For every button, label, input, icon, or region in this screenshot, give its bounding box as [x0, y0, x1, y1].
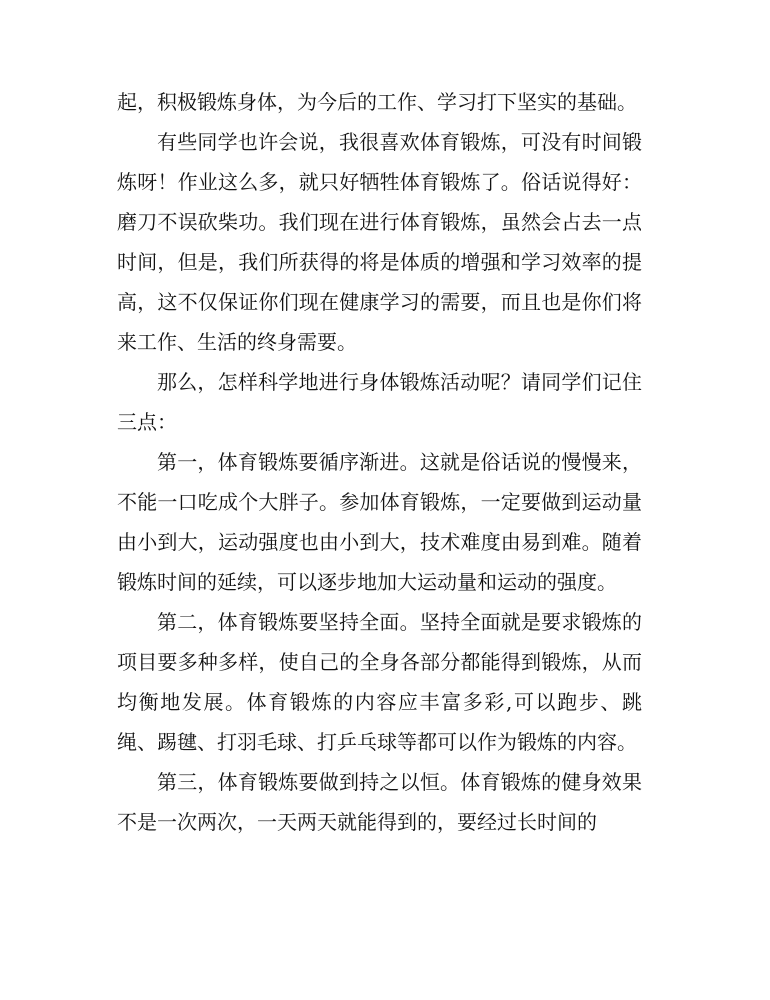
paragraph-point-two: 第二，体育锻炼要坚持全面。坚持全面就是要求锻炼的项目要多种多样，使自己的全身各部分都能得到锻炼，从而均衡地发展。体育锻炼的内容应丰富多彩,可以跑步、跳绳、踢毽、打羽毛球、打乒乓球等都可以作为锻炼的内容。 [117, 610, 642, 754]
document-body [117, 82, 642, 842]
paragraph-how-to-exercise: 那么，怎样科学地进行身体锻炼活动呢？请同学们记住三点： [117, 370, 642, 434]
paragraph-continuation: 起，积极锻炼身体，为今后的工作、学习打下坚实的基础。 [117, 90, 637, 114]
paragraph-point-one: 第一，体育锻炼要循序渐进。这就是俗话说的慢慢来，不能一口吃成个大胖子。参加体育锻炼，一定要做到运动量由小到大，运动强度也由小到大，技术难度由易到难。随着锻炼时间的延续，可以逐步地加大运动量和运动的强度。 [117, 450, 642, 594]
paragraph-point-three: 第三，体育锻炼要做到持之以恒。体育锻炼的健身效果不是一次两次，一天两天就能得到的，要经过长时间的 [117, 770, 642, 834]
paragraph-time-for-exercise: 有些同学也许会说，我很喜欢体育锻炼，可没有时间锻炼呀！作业这么多，就只好牺牲体育锻炼了。俗话说得好：磨刀不误砍柴功。我们现在进行体育锻炼，虽然会占去一点时间，但是，我们所获得的将是体质的增强和学习效率的提高，这不仅保证你们现在健康学习的需要，而且也是你们将来工作、生活的终身需要。 [117, 130, 642, 354]
